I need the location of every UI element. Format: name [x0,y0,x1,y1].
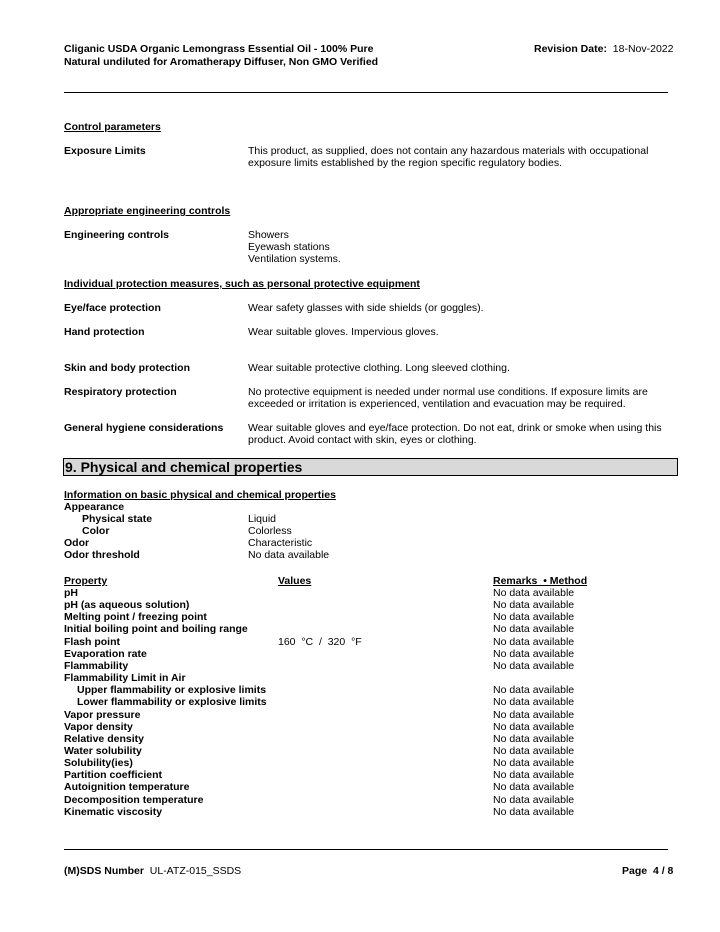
appearance-label: Appearance [64,501,125,513]
physical-state-value: Liquid [248,513,277,525]
property-row [64,611,674,623]
ppe-heading: Individual protection measures, such as personal protective equipment [64,278,420,290]
skin-protection-label: Skin and body protection [64,362,191,374]
color-label: Color [82,525,110,537]
engineering-controls-heading: Appropriate engineering controls [64,205,231,217]
property-name: Vapor density [64,720,133,733]
property-name: Initial boiling point and boiling range [64,623,248,636]
property-remark: No data available [493,720,575,733]
property-name: Partition coefficient [64,769,163,782]
basic-properties-heading: Information on basic physical and chemical properties [64,489,336,501]
property-row [64,636,674,648]
property-name: Autoignition temperature [64,781,190,794]
skin-protection-text: Wear suitable protective clothing. Long sleeved clothing. [248,362,510,374]
col-header-property: Property [64,575,108,587]
exposure-limits-text: This product, as supplied, does not contain any hazardous materials with occupational exposure limits established by the region specific regulatory bodies. [248,145,649,169]
property-row [64,757,674,769]
property-name: Water solubility [64,744,142,757]
property-row [64,696,674,708]
header-divider [64,92,668,93]
property-row [64,745,674,757]
property-value: 160 °C / 320 °F [278,635,362,648]
property-row [64,769,674,781]
property-remark: No data available [493,659,575,672]
property-remark: No data available [493,611,575,624]
property-name: pH [64,587,78,599]
engineering-item: Eyewash stations [248,241,330,253]
property-remark: No data available [493,769,575,782]
engineering-controls-label: Engineering controls [64,229,170,241]
property-remark: No data available [493,757,575,770]
property-remark: No data available [493,732,575,745]
exposure-limits-label: Exposure Limits [64,145,146,157]
property-row [64,587,674,599]
property-remark: No data available [493,623,575,636]
property-remark: No data available [493,635,575,648]
engineering-item: Ventilation systems. [248,253,341,265]
property-row [64,599,674,611]
property-name: Melting point / freezing point [64,611,207,624]
engineering-item: Showers [248,229,289,241]
eye-protection-text: Wear safety glasses with side shields (or goggles). [248,302,484,314]
respiratory-protection-label: Respiratory protection [64,386,177,398]
engineering-controls-list [248,229,668,265]
eye-protection-label: Eye/face protection [64,302,161,314]
property-row [64,709,674,721]
property-name: Decomposition temperature [64,793,204,806]
document-title: Cliganic USDA Organic Lemongrass Essential Oil - 100% Pure Natural undiluted for Aromatherapy Diffuser, Non GMO Verified [64,43,379,68]
property-name: Kinematic viscosity [64,805,163,818]
page-label: Page [622,865,648,877]
sds-number-label: (M)SDS Number [64,865,144,877]
hygiene-text: Wear suitable gloves and eye/face protection. Do not eat, drink or smoke when using this product. Avoid contact with skin, eyes or clothing. [248,422,662,446]
property-row [64,623,674,635]
property-name: Flash point [64,635,120,648]
respiratory-protection-text: No protective equipment is needed under normal use conditions. If exposure limits are exceeded or irritation is experienced, ventilation and evacuation may be required. [248,386,648,410]
page-value: 4 / 8 [652,865,674,877]
property-name: Solubility(ies) [64,757,133,770]
property-remark: No data available [493,599,575,612]
color-value: Colorless [248,525,292,537]
hand-protection-label: Hand protection [64,326,145,338]
col-header-remarks: Remarks • Method [493,575,588,587]
property-remark: No data available [493,708,575,721]
property-remark: No data available [493,696,575,709]
revision-date-value: 18-Nov-2022 [612,43,674,55]
revision-date [534,43,673,55]
property-remark: No data available [493,587,575,599]
property-name: Vapor pressure [64,708,141,721]
odor-label: Odor [64,537,90,549]
property-name: Relative density [64,732,144,745]
property-remark: No data available [493,647,575,660]
property-remark: No data available [493,781,575,794]
property-remark: No data available [493,805,575,818]
odor-threshold-label: Odor threshold [64,549,140,561]
section-9-header: 9. Physical and chemical properties [63,458,678,476]
footer-divider [64,849,668,850]
property-remark: No data available [493,684,575,697]
property-row [64,672,674,684]
sds-number [64,865,241,877]
property-name: Lower flammability or explosive limits [77,696,267,709]
property-row [64,781,674,793]
property-name: pH (as aqueous solution) [64,599,190,612]
physical-state-label: Physical state [82,513,153,525]
property-remark: No data available [493,744,575,757]
odor-threshold-value: No data available [248,549,330,561]
property-row [64,733,674,745]
property-name: Upper flammability or explosive limits [77,684,267,697]
property-row [64,794,674,806]
page-number [622,865,673,877]
property-row [64,684,674,696]
revision-label: Revision Date: [534,43,607,55]
hand-protection-text: Wear suitable gloves. Impervious gloves. [248,326,439,338]
property-remark: No data available [493,793,575,806]
hygiene-label: General hygiene considerations [64,422,224,434]
property-name: Flammability [64,659,129,672]
property-row [64,721,674,733]
property-row [64,648,674,660]
property-name: Flammability Limit in Air [64,672,186,685]
property-row [64,660,674,672]
sds-number-value: UL-ATZ-015_SSDS [149,865,242,877]
property-name: Evaporation rate [64,647,147,660]
col-header-values: Values [278,575,312,587]
control-parameters-heading: Control parameters [64,121,161,133]
odor-value: Characteristic [248,537,313,549]
property-row [64,806,674,818]
